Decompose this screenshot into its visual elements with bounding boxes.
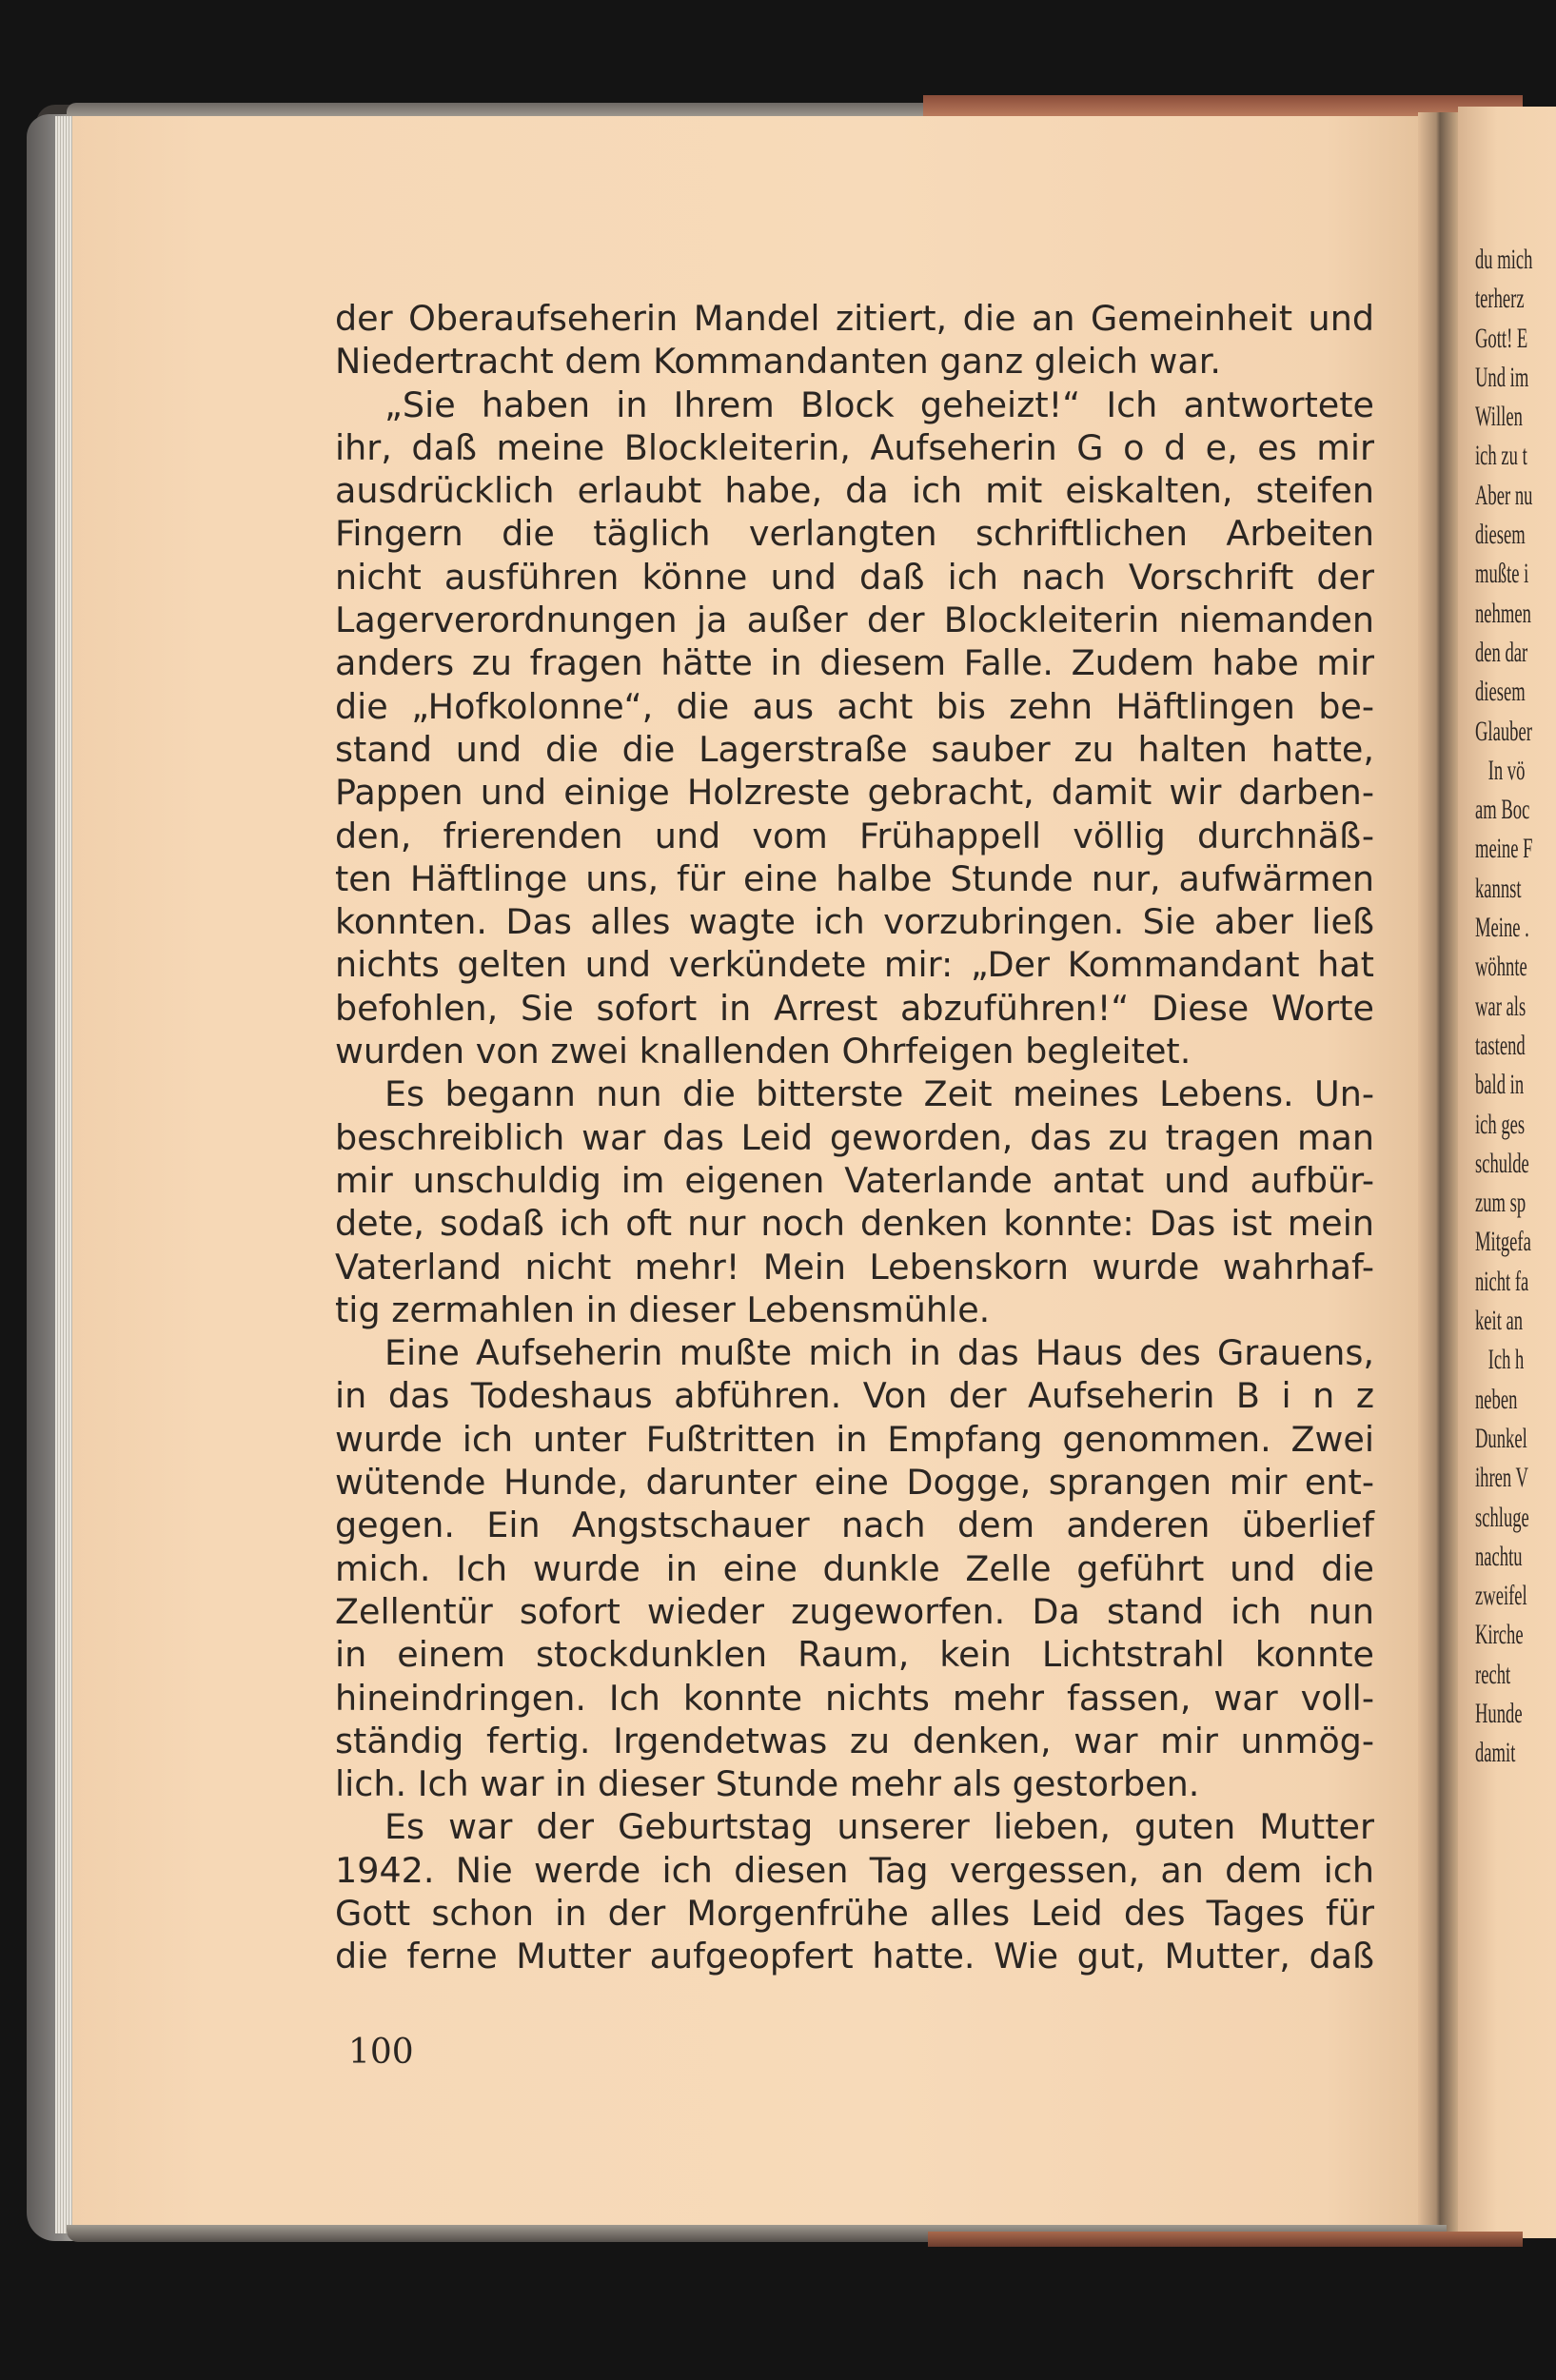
text-line: in einem stockdunklen Raum, kein Lichtstrahl konnte — [335, 1634, 1374, 1676]
text-line: ausdrücklich erlaubt habe, da ich mit eiskalten, steifen — [335, 470, 1374, 512]
facing-text-line: Meine . — [1475, 912, 1529, 944]
text-line: Zellentür sofort wieder zugeworfen. Da stand ich nun — [335, 1590, 1374, 1632]
facing-text-line: zum sp — [1475, 1187, 1526, 1219]
text-line: anders zu fragen hätte in diesem Falle. Zudem habe mir — [335, 642, 1374, 684]
facing-text-line: keit an — [1475, 1305, 1524, 1337]
facing-text-line: Kirche — [1475, 1619, 1524, 1651]
facing-text-line: ihren V — [1475, 1462, 1528, 1494]
text-line: Niedertracht dem Kommandanten ganz gleich war. — [335, 341, 1221, 383]
text-line: mir unschuldig im eigenen Vaterlande antat und aufbür- — [335, 1159, 1374, 1201]
facing-text-line: meine F — [1475, 833, 1533, 865]
facing-text-line: neben — [1475, 1383, 1518, 1415]
text-line: 1942. Nie werde ich diesen Tag vergessen, an dem ich — [335, 1849, 1374, 1891]
facing-text-line: war als — [1475, 990, 1526, 1022]
text-line: Vaterland nicht mehr! Mein Lebenskorn wurde wahrhaf- — [335, 1246, 1374, 1288]
facing-text-line: ich zu t — [1475, 440, 1527, 472]
facing-text-line: Aber nu — [1475, 479, 1533, 511]
facing-text-line: Willen — [1475, 401, 1523, 433]
page-number: 100 — [348, 2033, 414, 2072]
facing-text-line: Glauber — [1475, 715, 1532, 747]
facing-text-line: Mitgefa — [1475, 1226, 1531, 1258]
page-body-text — [335, 297, 1374, 1978]
facing-text-line: Hunde — [1475, 1697, 1523, 1729]
book-gutter — [1418, 112, 1458, 2239]
book-bottom-edge-right — [928, 2232, 1523, 2247]
text-line: lich. Ich war in dieser Stunde mehr als gestorben. — [335, 1763, 1200, 1805]
text-line: die ferne Mutter aufgeopfert hatte. Wie gut, Mutter, daß — [335, 1936, 1374, 1977]
text-line: befohlen, Sie sofort in Arrest abzuführen!“ Diese Worte — [335, 987, 1374, 1029]
facing-text-line: Dunkel — [1475, 1422, 1527, 1454]
text-line: „Sie haben in Ihrem Block geheizt!“ Ich antwortete — [384, 384, 1374, 425]
facing-text-line: Ich h — [1487, 1344, 1525, 1376]
facing-text-line: diesem — [1475, 519, 1526, 551]
text-line: tig zermahlen in dieser Lebensmühle. — [335, 1288, 991, 1330]
text-line: stand und die die Lagerstraße sauber zu halten hatte, — [335, 728, 1374, 770]
facing-text-line: terherz — [1475, 283, 1525, 315]
facing-text-line: schulde — [1475, 1147, 1529, 1179]
facing-page-text — [1475, 240, 1533, 1773]
facing-text-line: damit — [1475, 1737, 1516, 1769]
text-line: mich. Ich wurde in eine dunkle Zelle geführt und die — [335, 1547, 1374, 1589]
text-line: Lagerverordnungen ja außer der Blockleiterin niemanden — [335, 600, 1374, 641]
facing-text-line: bald in — [1475, 1069, 1525, 1101]
text-line: Es begann nun die bitterste Zeit meines Lebens. Un- — [384, 1073, 1374, 1115]
text-line: Eine Aufseherin mußte mich in das Haus des Grauens, — [384, 1332, 1374, 1374]
text-line: beschreiblich war das Leid geworden, das zu tragen man — [335, 1116, 1374, 1158]
text-line: den, frierenden und vom Frühappell völlig durchnäß- — [335, 815, 1374, 856]
text-line: dete, sodaß ich oft nur noch denken konnte: Das ist mein — [335, 1203, 1374, 1245]
text-line: konnten. Das alles wagte ich vorzubringen. Sie aber ließ — [335, 901, 1374, 943]
text-line: ihr, daß meine Blockleiterin, Aufseherin G o d e, es mir — [335, 426, 1374, 468]
text-line: wütende Hunde, darunter eine Dogge, sprangen mir ent- — [335, 1462, 1374, 1504]
facing-text-line: den dar — [1475, 636, 1528, 668]
facing-text-line: schluge — [1475, 1501, 1529, 1533]
facing-text-line: Und im — [1475, 361, 1529, 393]
text-line: Gott schon in der Morgenfrühe alles Leid des Tages für — [335, 1892, 1374, 1934]
text-line: nicht ausführen könne und daß ich nach Vorschrift der — [335, 556, 1374, 598]
facing-text-line: diesem — [1475, 676, 1526, 708]
facing-text-line: tastend — [1475, 1029, 1526, 1061]
text-line: in das Todeshaus abführen. Von der Aufseherin B i n z — [335, 1375, 1374, 1417]
text-line: ten Häftlinge uns, für eine halbe Stunde nur, aufwärmen — [335, 857, 1374, 899]
text-line: gegen. Ein Angstschauer nach dem anderen überlief — [335, 1505, 1374, 1546]
page-stack-edges — [55, 116, 72, 2233]
facing-text-line: recht — [1475, 1658, 1511, 1690]
text-line: Es war der Geburtstag unserer lieben, guten Mutter — [384, 1806, 1374, 1848]
facing-text-line: In vö — [1487, 754, 1526, 786]
facing-text-line: nehmen — [1475, 597, 1531, 629]
facing-text-line: zweifel — [1475, 1580, 1527, 1612]
facing-text-line: nicht fa — [1475, 1265, 1529, 1297]
facing-text-line: Gott! E — [1475, 322, 1528, 354]
facing-text-line: ich ges — [1475, 1108, 1526, 1140]
text-line: Pappen und einige Holzreste gebracht, damit wir darben- — [335, 772, 1374, 814]
text-line: der Oberaufseherin Mandel zitiert, die an Gemeinheit und — [335, 298, 1374, 339]
facing-text-line: kannst — [1475, 872, 1522, 904]
text-line: die „Hofkolonne“, die aus acht bis zehn Häftlingen be- — [335, 685, 1374, 727]
text-line: nichts gelten und verkündete mir: „Der Kommandant hat — [335, 944, 1374, 986]
text-line: Fingern die täglich verlangten schriftlichen Arbeiten — [335, 513, 1374, 555]
facing-text-line: du mich — [1475, 244, 1533, 275]
facing-text-line: mußte i — [1475, 558, 1529, 590]
facing-text-line: am Boc — [1475, 794, 1530, 826]
facing-text-line: wöhnte — [1475, 951, 1527, 983]
text-line: wurde ich unter Fußtritten in Empfang genommen. Zwei — [335, 1418, 1374, 1460]
text-line: hineindringen. Ich konnte nichts mehr fassen, war voll- — [335, 1677, 1374, 1719]
text-line: ständig fertig. Irgendetwas zu denken, war mir unmög- — [335, 1720, 1374, 1761]
text-line: wurden von zwei knallenden Ohrfeigen begleitet. — [335, 1031, 1192, 1072]
facing-text-line: nachtu — [1475, 1540, 1523, 1572]
